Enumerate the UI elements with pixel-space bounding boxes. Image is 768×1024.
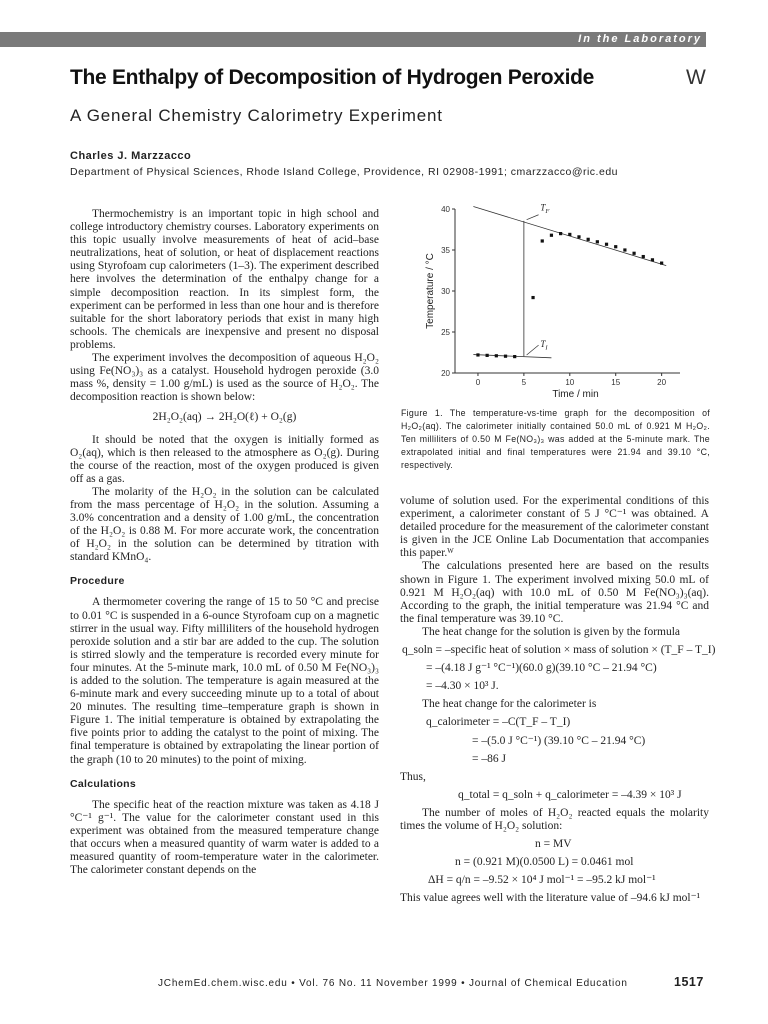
data-point [559,232,562,235]
paragraph: volume of solution used. For the experimental conditions of this experiment, a calorimeter constant of 5 J °C⁻¹ was obtained. A detailed procedure for the measurement of the calorimeter constant is given in the JCE Online Lab Documentation that accompanies this paper.ᵂ [400,495,709,560]
annotation-pointer-TF [527,215,539,220]
y-tick-label: 35 [441,246,450,255]
section-heading-calculations: Calculations [70,777,137,790]
equation: n = (0.921 M)(0.0500 L) = 0.0461 mol [455,856,634,869]
equation: = –86 J [472,752,506,765]
paragraph: The calculations presented here are based on the results shown in Figure 1. The experiment involved mixing 50.0 mL of 0.921 M H₂O₂(aq) with 10.0 mL of 0.50 M Fe(NO₃)₃(aq). According to the graph, the initial temperature was 21.94 °C and the final temperature was 39.10 °C. [400,560,709,625]
fit-line-initial [473,355,551,358]
y-tick-label: 30 [441,287,450,296]
web-supplement-mark: W [686,66,706,89]
data-point [486,354,489,357]
journal-footer: JChemEd.chem.wisc.edu • Vol. 76 No. 11 November 1999 • Journal of Chemical Education [158,978,628,989]
equation: n = MV [535,838,572,851]
figure-caption: Figure 1. The temperature-vs-time graph for the decomposition of H₂O₂(aq). The calorimeter initially contained 50.0 mL of 0.921 M H₂O₂. Ten milliliters of 0.50 M Fe(NO₃)₃ was added at the 5-minute mark. The extrapolated initial and final temperatures were 21.94 and 39.10 °C, respectively. [401,408,710,470]
paragraph: The specific heat of the reaction mixture was taken as 4.18 J °C⁻¹ g⁻¹. The value for the calorimeter constant used in this experiment was obtained from the measured temperature change that occurs when a measured quantity of warm water is added to a measured quantity of room-temperature water in the calorimeter. The calorimeter constant depends on the [70,798,379,877]
data-point [587,238,590,241]
data-point [568,233,571,236]
y-axis-label: Temperature / °C [425,253,436,329]
data-point [513,355,516,358]
section-header-bar [0,32,706,47]
data-point [605,243,608,246]
y-tick-label: 20 [441,369,450,378]
x-tick-label: 20 [657,378,667,387]
x-tick-label: 10 [565,378,575,387]
paragraph: The heat change for the solution is given by the formula [422,625,681,638]
equation: q_calorimeter = –C(T_F – T_I) [426,716,571,729]
author-name: Charles J. Marzzacco [70,150,192,162]
x-tick-label: 0 [475,378,481,387]
data-point [596,240,599,243]
x-axis-label: Time / min [552,389,599,400]
data-point [504,355,507,358]
paragraph: The heat change for the calorimeter is [422,698,597,711]
y-tick-label: 40 [441,205,450,214]
paragraph: The molarity of the H₂O₂ in the solution can be calculated from the mass percentage of H₂O₂ in the solution. Assuming a 3.0% concentration and a density of 1.00 g/mL, the concentration of the H₂O₂ is 0.88 M. For more accurate work, the concentration of H₂O₂ in the solution can be determined by titration with standard KMnO₄. [70,485,379,564]
data-point [614,245,617,248]
data-point [642,255,645,258]
paragraph: The number of moles of H₂O₂ reacted equals the molarity times the volume of H₂O₂ solution: [400,806,709,832]
author-affiliation: Department of Physical Sciences, Rhode Island College, Providence, RI 02908-1991; cmarzzacco@ric.edu [70,166,618,178]
article-subtitle: A General Chemistry Calorimetry Experiment [70,106,443,125]
annotation-pointer-TI [527,345,539,355]
equation: ΔH = q/n = –9.52 × 10⁴ J mol⁻¹ = –95.2 kJ mol⁻¹ [428,874,656,887]
data-point [541,239,544,242]
y-tick-label: 25 [441,328,450,337]
data-point [531,296,534,299]
data-point [632,252,635,255]
fit-line-final [473,207,666,266]
annotation-TI: $T_I$ [540,338,548,352]
paragraph: This value agrees well with the literature value of –94.6 kJ mol⁻¹ [400,892,701,905]
data-point [550,234,553,237]
x-tick-label: 15 [611,378,621,387]
section-label: In the Laboratory [578,33,702,45]
data-point [577,235,580,238]
equation: q_total = q_soln + q_calorimeter = –4.39 × 10³ J [458,788,682,801]
paragraph: Thermochemistry is an important topic in high school and college introductory chemistry courses. Laboratory experiments on this topic usually involve measurements of heat of acid–base neutralizations, heat of solution, or heat of displacement reactions using Styrofoam cup calorimeters (1–3). The experiment described here involves the determination of the enthalpy change for a simple decomposition reaction. In its simplest form, the experiment can be performed in less than one hour and is therefore suitable for the short laboratory periods that exist in many high schools. The chemicals are inexpensive and present no disposal problems. [70,208,379,351]
data-point [476,353,479,356]
article-title: The Enthalpy of Decomposition of Hydrogen Peroxide [70,66,595,89]
equation: = –4.30 × 10³ J. [426,680,499,693]
reaction-equation: 2H₂O₂(aq) → 2H₂O(ℓ) + O₂(g) [152,411,297,424]
paragraph: It should be noted that the oxygen is initially formed as O₂(aq), which is then released to the atmosphere as O₂(g). During the course of the reaction, most of the oxygen produced is given off as a gas. [70,433,379,485]
figure-1-chart [405,198,715,403]
left-column [70,208,379,877]
x-tick-label: 5 [521,378,527,387]
chart-canvas [405,198,715,403]
data-point [651,258,654,261]
data-point [495,354,498,357]
equation: = –(4.18 J g⁻¹ °C⁻¹)(60.0 g)(39.10 °C – 21.94 °C) [426,662,657,675]
section-heading-procedure: Procedure [70,575,125,588]
equation: = –(5.0 J °C⁻¹) (39.10 °C – 21.94 °C) [472,734,646,747]
page-number: 1517 [674,975,704,989]
paragraph: The experiment involves the decomposition of aqueous H₂O₂ using Fe(NO₃)₃ as a catalyst. Household hydrogen peroxide (3.0 mass %, density = 1.00 g/mL) is used as the source of H₂O₂. The decomposition reaction is shown below: [70,352,379,404]
data-point [660,262,663,265]
data-point [623,248,626,251]
annotation-TF: $T_F$ [540,202,550,216]
paragraph: Thus, [400,770,426,783]
equation: q_soln = –specific heat of solution × mass of solution × (T_F – T_I) [402,644,716,657]
paragraph: A thermometer covering the range of 15 to 50 °C and precise to 0.01 °C is suspended in a 6-ounce Styrofoam cup on a magnetic stirrer in the usual way. Fifty milliliters of the household hydrogen peroxide solution and a stir bar are added to the cup. The solution is stirred slowly and the temperature is recorded every minute for four minutes. At the 5-minute mark, 10.0 mL of 0.50 M Fe(NO₃)₃ is added to the solution. The temperature is again measured at the 6-minute mark and every succeeding minute up to a total of about 20 minutes. The resulting time–temperature graph is shown in Figure 1. The initial temperature is obtained by extrapolating the five points prior to adding the catalyst to the point of mixing. The final temperature is obtained by extrapolating the linear portion of the graph (10 to 20 minutes) to the point of mixing. [70,596,379,766]
right-column [400,495,716,905]
